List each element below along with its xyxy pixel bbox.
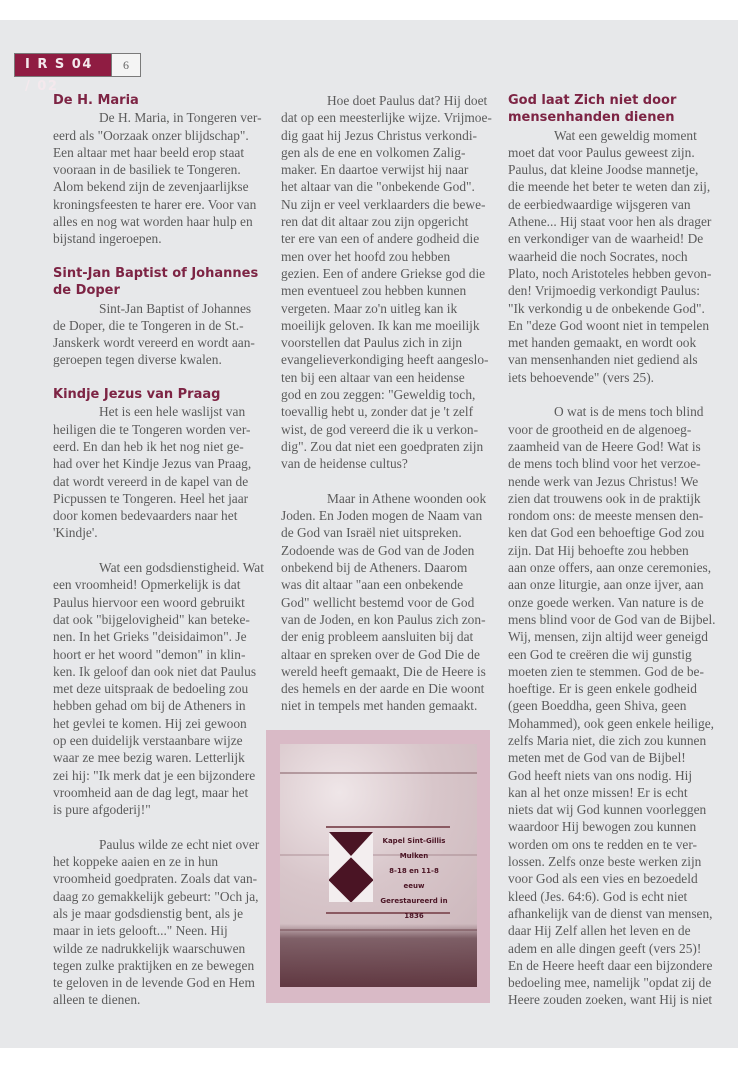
text-line: adem en alle dingen geeft (vers 25)! bbox=[508, 940, 702, 956]
text-line: Het is een hele waslijst van bbox=[99, 404, 246, 420]
text-line: Janskerk wordt vereerd en wordt aan- bbox=[53, 335, 255, 351]
text-line: het koppeke aaien en ze in hun bbox=[53, 854, 219, 870]
text-line: te geloven in de levende God en Hem bbox=[53, 975, 255, 991]
text-line: meten met de God van de Bijbel! bbox=[508, 750, 686, 766]
text-line: vroomheid goedpraten. Zoals dat van- bbox=[53, 871, 258, 887]
text-line: Athene... Hij staat voor hen als drager bbox=[508, 214, 712, 230]
text-line: iets behoevende" (vers 25). bbox=[508, 369, 655, 385]
text-line: Hoe doet Paulus dat? Hij doet bbox=[327, 93, 488, 108]
text-line: onze goede werken. Van nature is de bbox=[508, 594, 704, 610]
text-line: nen. In het Grieks "deisidaimon". Je bbox=[53, 629, 247, 645]
text-line: mensenhanden dienen bbox=[508, 110, 675, 126]
text-line: nende werk van Jezus Christus! We bbox=[508, 473, 699, 489]
text-line: ken. Ik geloof dan ook niet dat Paulus bbox=[53, 663, 257, 679]
text-line: den! Vrijmoedig verkondigt Paulus: bbox=[508, 283, 700, 299]
paragraph bbox=[53, 559, 264, 818]
paragraph bbox=[53, 403, 258, 541]
text-line: Wij, mensen, zijn altijd weer geneigd bbox=[508, 629, 708, 645]
text-line: met deze uitspraak de bedoeling zou bbox=[53, 681, 249, 697]
text-line: god en zou zeggen: "Geweldig toch, bbox=[281, 387, 476, 403]
photo-frame bbox=[266, 730, 490, 1003]
text-line: Joden. En Joden mogen de Naam van bbox=[281, 508, 483, 524]
text-line: God" wellicht bestemd voor de God bbox=[281, 594, 475, 610]
paragraph bbox=[281, 92, 491, 473]
text-line: vergeten. Maar zo'n uitleg kan ik bbox=[281, 300, 458, 316]
text-line: zei hij: "Ik merk dat je een bijzondere bbox=[53, 767, 256, 783]
text-line: De H. Maria bbox=[53, 93, 139, 108]
text-line: waar ze mee bezig waren. Letterlijk bbox=[53, 750, 245, 766]
text-line: die meende het beter te weten dan zij, bbox=[508, 179, 711, 195]
text-line: hoort er het woord "demon" in klin- bbox=[53, 646, 246, 662]
text-line: van mensenhanden niet gediend als bbox=[508, 352, 698, 368]
text-line: Mohammed), ook geen enkele heilige, bbox=[508, 715, 714, 731]
text-line: altaar en spreken over de God Die de bbox=[281, 646, 480, 662]
text-line: Paulus hiervoor een woord gebruikt bbox=[53, 594, 245, 610]
text-line: ten bij een altaar van een heidense bbox=[281, 369, 465, 385]
text-line: zien dat trouwens ook in de praktijk bbox=[508, 490, 701, 506]
text-line: het gevlei te komen. Hij zei gewoon bbox=[53, 715, 247, 731]
text-line: mens blind voor de God van de Bijbel. bbox=[508, 611, 716, 627]
coat-of-arms-icon bbox=[329, 832, 373, 902]
text-line: als je maar godsdienstig bent, als je bbox=[53, 905, 244, 921]
paragraph bbox=[53, 109, 262, 247]
text-line: niet in tempels met handen gemaakt. bbox=[281, 698, 478, 714]
text-line: Wat een geweldig moment bbox=[554, 127, 697, 143]
text-line: gen als de ene en volkomen Zalig- bbox=[281, 144, 466, 160]
text-line: vroomheid aan de dag legt, maar het bbox=[53, 784, 249, 800]
text-line: en verkondiger van de waarheid! De bbox=[508, 231, 704, 247]
text-line: zaamheid van de Heere God! Wat is bbox=[508, 438, 701, 454]
text-line: was dit altaar "aan een onbekende bbox=[281, 577, 464, 593]
text-line: niets dat wij God kunnen voorleggen bbox=[508, 802, 707, 818]
text-line: wereld heeft gemaakt, Die de Heere is bbox=[281, 663, 486, 679]
text-line: En de Heere heeft daar een bijzondere bbox=[508, 957, 713, 973]
text-line: (geen Boeddha, geen Shiva, geen bbox=[508, 698, 687, 714]
text-line: Picpussen te Tongeren. Heel het jaar bbox=[53, 490, 249, 506]
text-line: kleed (Jes. 64:6). God is echt niet bbox=[508, 888, 688, 904]
text-line: Wat een godsdienstigheid. Wat bbox=[99, 560, 264, 576]
text-line: 'Kindje'. bbox=[53, 525, 98, 541]
text-line: rondom ons: de meeste mensen den- bbox=[508, 508, 704, 524]
text-line: is pure afgoderij!" bbox=[53, 802, 151, 818]
text-line: hebben gehad om bij de Atheners in bbox=[53, 698, 246, 714]
text-line: moeilijk geloven. Ik kan me moeilijk bbox=[281, 317, 480, 333]
paragraph bbox=[508, 403, 718, 1008]
text-column-2 bbox=[281, 92, 491, 732]
text-line: Sint-Jan Baptist of Johannes bbox=[99, 300, 252, 316]
text-line: Zodoende was de God van de Joden bbox=[281, 542, 475, 558]
text-line: voor de grootheid en de algenoeg- bbox=[508, 421, 692, 437]
text-line: God heeft niets van ons nodig. Hij bbox=[508, 767, 693, 783]
text-line: ter ere van een of andere godheid die bbox=[281, 231, 480, 247]
text-line: God laat Zich niet door bbox=[508, 93, 677, 108]
text-line: men eventueel zou hebben kunnen bbox=[281, 283, 467, 299]
text-line: kroningsfeesten te harer ere. Voor van bbox=[53, 196, 257, 212]
text-line: een God te creëren die wij gunstig bbox=[508, 646, 692, 662]
text-line: de mens toch blind voor het verzoe- bbox=[508, 456, 701, 472]
section-heading bbox=[53, 386, 258, 403]
paragraph bbox=[53, 836, 258, 1009]
text-line: dat wordt vereerd in de kapel van de bbox=[53, 473, 249, 489]
text-line: een vroomheid! Opmerkelijk is dat bbox=[53, 577, 241, 593]
text-line: de eerbiedwaardige wijsgeren van bbox=[508, 196, 691, 212]
page-number: 6 bbox=[111, 54, 140, 76]
text-line: evangelieverkondiging heeft aangeslo- bbox=[281, 352, 489, 368]
text-line: bedoeling mee, namelijk "opdat zij de bbox=[508, 975, 712, 991]
text-line: zelfs Maria niet, die zich zou kunnen bbox=[508, 732, 707, 748]
text-line: wilde ze nadrukkelijk waarschuwen bbox=[53, 940, 246, 956]
wall-plaque bbox=[326, 826, 450, 920]
issue-badge bbox=[14, 53, 141, 94]
section-heading bbox=[53, 92, 258, 109]
text-line: Sint-Jan Baptist of Johannes bbox=[53, 265, 259, 281]
text-line: dig". Zou dat niet een goedpraten zijn bbox=[281, 438, 484, 454]
chapel-plaque-photo bbox=[280, 744, 477, 987]
text-line: Heere zouden zoeken, want Hij is niet bbox=[508, 992, 713, 1008]
text-line: En "deze God woont niet in tempelen bbox=[508, 317, 710, 333]
text-line: ken dat God een behoeftige God zou bbox=[508, 525, 705, 541]
paragraph bbox=[508, 127, 718, 386]
text-line: voorstellen dat Paulus zich in zijn bbox=[281, 335, 463, 351]
text-line: maker. En daartoe verwijst hij naar bbox=[281, 162, 469, 178]
text-line: maar in iets gelooft..." Neen. Hij bbox=[53, 923, 228, 939]
text-line: Een altaar met haar beeld erop staat bbox=[53, 144, 245, 160]
plaque-line: Mulken bbox=[399, 852, 429, 860]
text-line: het altaar van die "onbekende God". bbox=[281, 179, 475, 195]
text-line: "Ik verkondig u de onbekende God". bbox=[508, 300, 705, 316]
text-line: des hemels en der aarde en Die woont bbox=[281, 681, 485, 697]
text-line: Paulus wilde ze echt niet over bbox=[99, 836, 260, 852]
text-line: gezien. Een of andere Griekse god die bbox=[281, 265, 486, 281]
text-line: afhankelijk van de dienst van mensen, bbox=[508, 905, 713, 921]
text-line: lossen. Zelfs onze beste werken zijn bbox=[508, 854, 702, 870]
text-line: Nu zijn er veel verklaarders die bewe- bbox=[281, 196, 486, 212]
section-heading bbox=[508, 92, 718, 127]
text-line: eerd als "Oorzaak onzer blijdschap". bbox=[53, 127, 249, 143]
text-line: alleen te dienen. bbox=[53, 992, 141, 1008]
paragraph bbox=[281, 490, 491, 715]
text-line: eerd. En dan heb ik het nog niet ge- bbox=[53, 438, 244, 454]
text-line: bijstand ingeroepen. bbox=[53, 231, 162, 247]
text-line: Plato, noch Aristoteles hebben gevon- bbox=[508, 265, 712, 281]
text-line: aan onze offers, aan onze ceremonies, bbox=[508, 560, 712, 576]
text-line: kan al het onze missen! Er is echt bbox=[508, 784, 688, 800]
text-line: De H. Maria, in Tongeren ver- bbox=[99, 110, 262, 126]
text-line: van de Joden, en kon Paulus zich zon- bbox=[281, 611, 486, 627]
text-line: heiligen die te Tongeren worden ver- bbox=[53, 421, 251, 437]
text-line: de God van Israël niet uitspreken. bbox=[281, 525, 462, 541]
text-line: waardoor Hij bewogen zou kunnen bbox=[508, 819, 697, 835]
text-line: daar Hij Zelf allen het leven en de bbox=[508, 923, 691, 939]
text-line: worden om ons te redden en te ver- bbox=[508, 836, 697, 852]
text-line: Kindje Jezus van Praag bbox=[53, 387, 221, 403]
text-line: toevallig hebt u, zonder dat je 't zelf bbox=[281, 404, 474, 420]
plaque-line: Kapel Sint-Gillis bbox=[382, 837, 446, 845]
text-column-1 bbox=[53, 92, 264, 1026]
text-line: zijn. Dat Hij behoefte zou hebben bbox=[508, 542, 689, 558]
plaque-line: Gerestaureerd in 1836 bbox=[380, 897, 448, 920]
text-line: Maar in Athene woonden ook bbox=[327, 490, 487, 506]
text-line: moet dat voor Paulus geweest zijn. bbox=[508, 144, 695, 160]
text-line: de Doper, die te Tongeren in de St.- bbox=[53, 317, 244, 333]
text-line: der enig probleem aansluiten bij dat bbox=[281, 629, 474, 645]
text-line: van de heidense cultus? bbox=[281, 456, 408, 472]
paragraph bbox=[53, 300, 258, 369]
text-line: tegen zulke praktijken en ze bewegen bbox=[53, 957, 255, 973]
text-line: dat op een meesterlijke wijze. Vrijmoe- bbox=[281, 110, 492, 126]
text-line: O wat is de mens toch blind bbox=[554, 404, 704, 420]
text-line: aan onze liturgie, aan onze ijver, aan bbox=[508, 577, 704, 593]
section-heading bbox=[53, 265, 258, 300]
text-line: onbekend bij de Atheners. Daarom bbox=[281, 560, 468, 576]
text-line: de Doper bbox=[53, 283, 120, 299]
text-line: dig gaat hij Jezus Christus verkondi- bbox=[281, 127, 477, 143]
text-line: moeten zien te stemmen. God de be- bbox=[508, 663, 704, 679]
text-column-3 bbox=[508, 92, 718, 1026]
text-line: door komen bedevaarders naar het bbox=[53, 508, 238, 524]
text-line: geroepen tegen diverse kwalen. bbox=[53, 352, 222, 368]
text-line: hoeftige. Er is geen enkele godheid bbox=[508, 681, 697, 697]
text-line: met handen gemaakt, en wordt ook bbox=[508, 335, 697, 351]
text-line: daag zo gemakkelijk gebeurt: "Och ja, bbox=[53, 888, 259, 904]
plaque-line: 8-18 en 11-8 eeuw bbox=[389, 867, 439, 890]
text-line: dat ook "bijgelovigheid" kan beteke- bbox=[53, 611, 250, 627]
text-line: wist, de god vereerd die ik u verkon- bbox=[281, 421, 479, 437]
publication-label: I R S 04 / 02 bbox=[15, 54, 111, 76]
text-line: men over het hoofd zou hebben bbox=[281, 248, 451, 264]
text-line: had over het Kindje Jezus van Praag, bbox=[53, 456, 252, 472]
text-line: op een duidelijk verstaanbare wijze bbox=[53, 732, 243, 748]
text-line: waarheid die noch Socrates, noch bbox=[508, 248, 688, 264]
text-line: Alom bekend zijn de zevenjaarlijkse bbox=[53, 179, 249, 195]
text-line: voor God als een vies en bezoedeld bbox=[508, 871, 698, 887]
text-line: ren dat dit altaar zou zijn opgericht bbox=[281, 214, 469, 230]
text-line: alles en nog wat worden haar hulp en bbox=[53, 214, 253, 230]
text-line: Paulus, dat kleine Joodse mannetje, bbox=[508, 162, 699, 178]
text-line: vooraan in de basiliek te Tongeren. bbox=[53, 162, 241, 178]
